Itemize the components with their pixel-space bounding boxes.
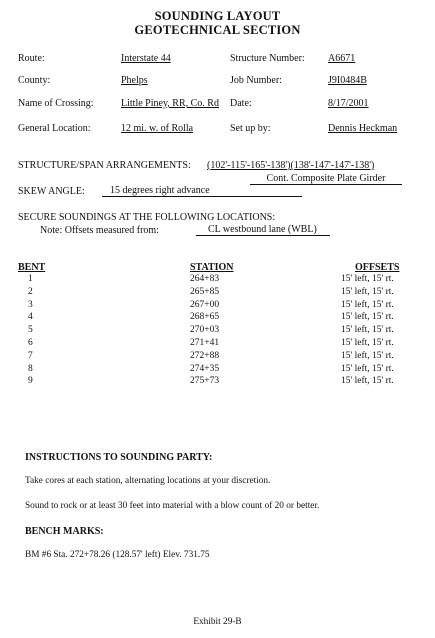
girder-type-value: Cont. Composite Plate Girder bbox=[250, 174, 402, 185]
job-number-label: Job Number: bbox=[230, 75, 282, 86]
skew-angle-label: SKEW ANGLE: bbox=[18, 186, 85, 197]
date-value: 8/17/2001 bbox=[328, 98, 369, 109]
offset-note-value: CL westbound lane (WBL) bbox=[196, 225, 330, 236]
bench-mark-line-1: BM #6 Sta. 272+78.26 (128.57' left) Elev. 731.75 bbox=[25, 550, 210, 560]
offsets-column bbox=[341, 273, 426, 388]
table-row-offsets: 15' left, 15' rt. bbox=[341, 299, 394, 310]
crossing-value: Little Piney, RR, Co. Rd bbox=[121, 98, 219, 109]
instructions-line-1: Take cores at each station, alternating locations at your discretion. bbox=[25, 476, 271, 486]
station-column bbox=[190, 273, 250, 388]
table-row-bent: 3 bbox=[28, 299, 33, 310]
table-row-station: 274+35 bbox=[190, 363, 220, 374]
table-row-bent: 8 bbox=[28, 363, 33, 374]
table-row-offsets: 15' left, 15' rt. bbox=[341, 286, 394, 297]
crossing-label: Name of Crossing: bbox=[18, 98, 94, 109]
skew-angle-value: 15 degrees right advance bbox=[102, 186, 302, 197]
table-row-offsets: 15' left, 15' rt. bbox=[341, 376, 394, 387]
bench-marks-heading: BENCH MARKS: bbox=[25, 526, 104, 537]
table-row-station: 264+83 bbox=[190, 274, 220, 284]
table-row-bent: 2 bbox=[28, 286, 33, 297]
setup-by-value: Dennis Heckman bbox=[328, 123, 398, 134]
page-subtitle: GEOTECHNICAL SECTION bbox=[134, 23, 301, 37]
general-location-label: General Location: bbox=[18, 123, 91, 134]
exhibit-label: Exhibit 29-B bbox=[193, 617, 242, 627]
table-row-station: 271+41 bbox=[190, 337, 220, 348]
general-location-value: 12 mi. w. of Rolla bbox=[121, 123, 194, 134]
instructions-line-2: Sound to rock or at least 30 feet into material with a blow count of 20 or better. bbox=[25, 501, 320, 511]
soundings-heading: SECURE SOUNDINGS AT THE FOLLOWING LOCATIONS: bbox=[18, 212, 276, 223]
county-value: Phelps bbox=[121, 75, 148, 86]
bent-column bbox=[28, 273, 48, 388]
table-row-bent: 5 bbox=[28, 325, 33, 336]
table-row-offsets: 15' left, 15' rt. bbox=[341, 274, 394, 284]
table-row-bent: 4 bbox=[28, 312, 33, 323]
route-label: Route: bbox=[18, 53, 45, 64]
page-title: SOUNDING LAYOUT bbox=[154, 9, 281, 23]
table-row-station: 267+00 bbox=[190, 299, 220, 310]
table-row-bent: 9 bbox=[28, 376, 33, 387]
table-row-bent: 7 bbox=[28, 350, 33, 361]
offsets-column-header: OFFSETS bbox=[355, 262, 400, 273]
table-row-station: 268+65 bbox=[190, 312, 220, 323]
setup-by-label: Set up by: bbox=[230, 123, 271, 134]
table-row-offsets: 15' left, 15' rt. bbox=[341, 312, 394, 323]
table-row-station: 272+88 bbox=[190, 350, 220, 361]
table-row-offsets: 15' left, 15' rt. bbox=[341, 350, 394, 361]
offset-note-label: Note: Offsets measured from: bbox=[40, 225, 159, 236]
table-row-offsets: 15' left, 15' rt. bbox=[341, 363, 394, 374]
station-column-header: STATION bbox=[190, 262, 234, 273]
instructions-heading: INSTRUCTIONS TO SOUNDING PARTY: bbox=[25, 452, 213, 463]
route-value: Interstate 44 bbox=[121, 53, 171, 64]
date-label: Date: bbox=[230, 98, 252, 109]
table-row-offsets: 15' left, 15' rt. bbox=[341, 325, 394, 336]
table-row-bent: 6 bbox=[28, 337, 33, 348]
table-row-bent: 1 bbox=[28, 274, 33, 284]
span-arrangements-value: (102'-115'-165'-138')(138'-147'-147'-138') bbox=[207, 160, 375, 171]
job-number-value: J9I0484B bbox=[328, 75, 367, 86]
table-row-station: 270+03 bbox=[190, 325, 220, 336]
county-label: County: bbox=[18, 75, 51, 86]
table-row-offsets: 15' left, 15' rt. bbox=[341, 337, 394, 348]
structure-number-label: Structure Number: bbox=[230, 53, 305, 64]
span-arrangements-label: STRUCTURE/SPAN ARRANGEMENTS: bbox=[18, 160, 191, 171]
bent-column-header: BENT bbox=[18, 262, 46, 273]
table-row-station: 265+85 bbox=[190, 286, 220, 297]
table-row-station: 275+73 bbox=[190, 376, 220, 387]
structure-number-value: A6671 bbox=[328, 53, 356, 64]
